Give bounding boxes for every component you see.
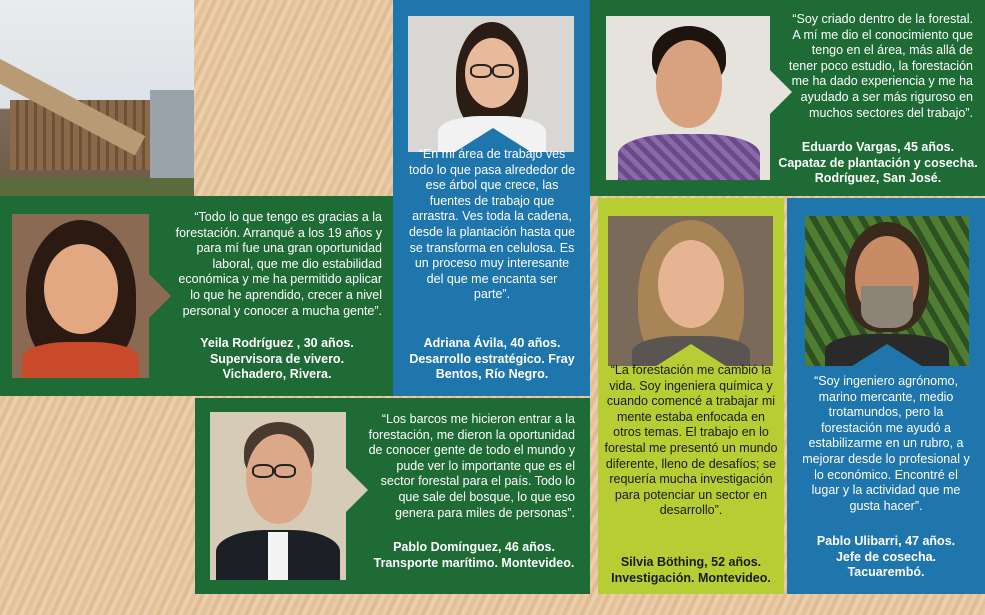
testimonial-card-silvia — [598, 198, 784, 594]
role-silvia: Investigación. Montevideo. — [611, 570, 771, 585]
place-ulibarri: Tacuarembó. — [847, 565, 925, 580]
role-yeila: Supervisora de vivero. — [209, 351, 345, 366]
name-eduardo: Eduardo Vargas, 45 años. — [801, 140, 955, 154]
place-eduardo: Rodríguez, San José. — [814, 171, 942, 186]
testimonial-card-dominguez — [195, 398, 590, 594]
pointer-arrow — [849, 344, 925, 368]
portrait-dominguez — [210, 412, 346, 580]
role-eduardo: Capataz de plantación y cosecha. — [778, 155, 978, 170]
caption-eduardo — [778, 140, 978, 187]
testimonial-card-yeila — [0, 196, 393, 396]
testimonial-card-eduardo — [590, 0, 985, 196]
portrait-eduardo — [606, 16, 770, 180]
role-ulibarri: Jefe de cosecha. — [835, 549, 937, 564]
place-yeila: Vichadero, Rivera. — [222, 367, 332, 382]
place-adriana: Bentos, Río Negro. — [435, 367, 549, 382]
name-dominguez: Pablo Domínguez, 46 años. — [393, 540, 555, 554]
quote-adriana: “En mi área de trabajo ves todo lo que pasa alrededor de ese árbol que crece, las fuentes de trabajo que arrastra. Ves toda la cadena, desde la plantación hasta que se transforma en celulosa. Es un proceso muy interesante del que me encanta ser parte”. — [408, 147, 576, 302]
testimonial-card-ulibarri — [787, 198, 985, 594]
quote-dominguez: “Los barcos me hicieron entrar a la forestación, me dieron la oportunidad de conocer gente de todo el mundo y pude ver lo importante que es el sector forestal para el país. Todo lo que sale del bosque, lo que eso genera para miles de personas”. — [368, 412, 575, 520]
caption-adriana — [401, 336, 583, 383]
pointer-arrow — [149, 274, 171, 318]
name-adriana: Adriana Ávila, 40 años. — [423, 336, 561, 350]
caption-dominguez — [363, 540, 585, 571]
log-truck-photo — [0, 0, 194, 196]
name-silvia: Silvia Böthing, 52 años. — [620, 555, 762, 569]
quote-silvia: “La forestación me cambió la vida. Soy ingeniera química y cuando comencé a trabajar mi mente estaba enfocada en otros temas. El trabajo en lo forestal me presentó un mundo diferente, lleno de desafíos; se requería mucha investigación para potenciar un sector en desarrollo”. — [604, 363, 778, 518]
portrait-yeila — [12, 214, 149, 378]
testimonial-card-adriana — [393, 0, 590, 396]
name-yeila: Yeila Rodríguez , 30 años. — [200, 336, 354, 350]
quote-yeila: “Todo lo que tengo es gracias a la forestación. Arranqué a los 19 años y para mí fue una gran oportunidad laboral, que me dio estabilidad económica y me ha permitido aplicar lo que he aprendido, crecer a nivel personal y conocer a mucha gente”. — [175, 210, 382, 318]
caption-ulibarri — [797, 534, 975, 581]
caption-silvia — [600, 555, 782, 586]
quote-ulibarri: “Soy ingeniero agrónomo, marino mercante, medio trotamundos, pero la forestación me ayudó a estabilizarme en un rubro, a mejorar desde lo profesional y lo económico. Encontré el lugar y la actividad que me gusta hacer”. — [802, 374, 970, 513]
caption-yeila — [172, 336, 382, 383]
role-adriana: Desarrollo estratégico. Fray — [409, 351, 575, 366]
quote-eduardo: “Soy criado dentro de la forestal. A mí me dio el conocimiento que tengo en el área, más allá de tener poco estudio, la forestación me ha dado experiencia y me ha ayudado a ser más riguroso en muchos sectores del trabajo”. — [788, 12, 973, 120]
name-ulibarri: Pablo Ulibarri, 47 años. — [816, 534, 956, 548]
role-dominguez: Transporte marítimo. Montevideo. — [373, 555, 575, 570]
